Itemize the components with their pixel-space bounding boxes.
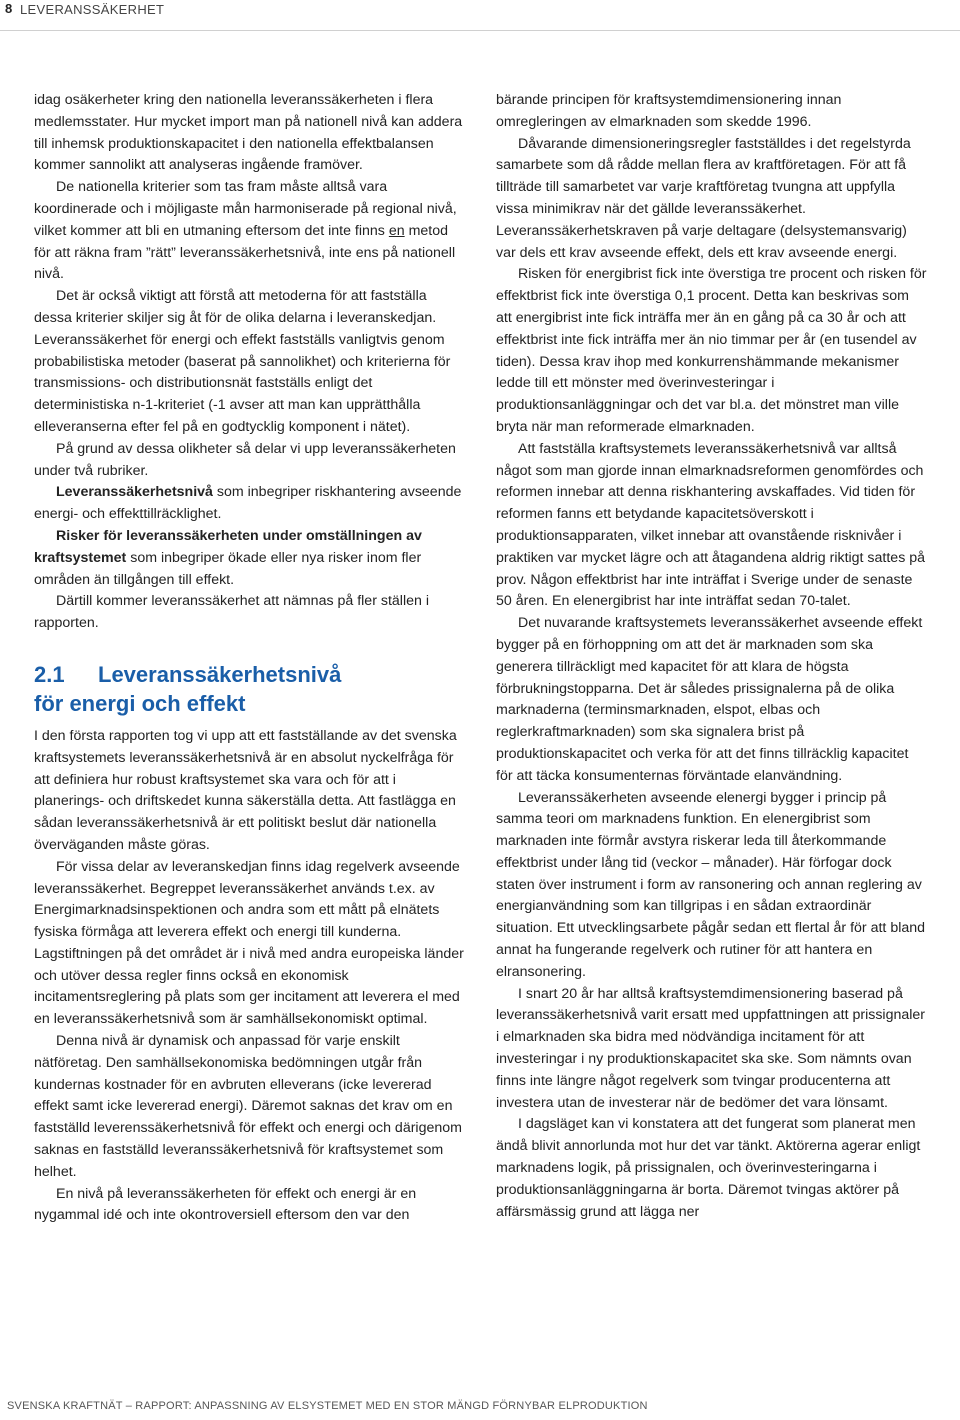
paragraph: Denna nivå är dynamisk och anpassad för varje enskilt nätföretag. Den samhällsekonomiska bedömningen utgår från kundernas kostnader för en avbruten elleverans (icke levererad effekt samt icke levererad energi). Däremot saknas det krav om en fastställd leverenssäkerhetsnivå för effekt och energi och därigenom saknas en fastställd leveranssäkerhetsnivå för kraftsystemet som helhet. bbox=[34, 1033, 462, 1180]
paragraph bbox=[34, 177, 464, 286]
header-rule bbox=[0, 30, 960, 31]
paragraph bbox=[34, 526, 464, 591]
section-title-line1: Leveranssäkerhetsnivå bbox=[98, 661, 342, 687]
paragraph: Att fastställa kraftsystemets leveranssäkerhetsnivå var alltså något som man gjorde innan elmarknadsreformen genomfördes och reformen innebar att denna riskhantering avskaffades. Vid tiden för reformen fanns ett betydande kapacitetsöverskott i produktionsapparaten, vilket innebar att ovanstående risknivåer i praktiken var mycket lägre och att åtagandena aldrig riktigt sattes på prov. Någon effektbrist har inte inträffat i Sverige under de senaste 50 åren. En elenergibrist har inte inträffat sedan 70-talet. bbox=[496, 440, 926, 610]
page-number: 8 bbox=[5, 1, 13, 16]
underlined-text: en bbox=[388, 222, 405, 239]
paragraph: I den första rapporten tog vi upp att ett fastställande av det svenska kraftsystemets leveranssäkerhetsnivå är en absolut nyckelfråga för att definiera hur robust kraftsystemet ska vara och för att i planerings- och driftskedet kunna säkerställa detta. Att fastlägga en sådan leveranssäkerhetsnivå är ett politiskt beslut där nationella överväganden måste göras. bbox=[34, 727, 457, 853]
bold-term: Leveranssäkerhetsnivå bbox=[56, 484, 213, 501]
paragraph: I snart 20 år har alltså kraftsystemdimensionering baserad på leveranssäkerhetsnivå varit ersatt med uppfattningen att prissignaler i elmarknaden ska bidra med nödvändiga incitament för att investeringar i ny produktionskapacitet ska ske. Som nämnts ovan finns inte längre något regelverk som tvingar producenterna att investera utan de investerar när de bedömer det vara lönsamt. bbox=[496, 985, 926, 1111]
section-heading-line bbox=[34, 660, 464, 689]
paragraph: Därtill kommer leveranssäkerhet att nämnas på fler ställen i rapporten. bbox=[34, 593, 429, 632]
paragraph: På grund av dessa olikheter så delar vi upp leveranssäkerheten under två rubriker. bbox=[34, 440, 456, 479]
text-run: De nationella kriterier som tas fram måste alltså vara koordinerade och i möjligaste mån harmoniserade på regional nivå, vilket kommer att bli en utmaning eftersom det inte finns bbox=[34, 179, 457, 239]
bold-term: Risker för leveranssäkerheten under omställningen av kraftsystemet bbox=[34, 527, 422, 566]
page-header bbox=[0, 0, 960, 22]
paragraph: Risken för energibrist fick inte överstiga tre procent och risken för effektbrist fick inte överstiga 0,1 procent. Detta kan beskrivas som att energibrist inte fick inträffa mer än en gång på ca 30 år och att effektbrist inte fick inträffa mer än nio timmar per år (en tusendel av tiden). Dessa krav ihop med konkurrenshämmande mekanismer ledde till ett mönster med överinvesteringar i produktionsanläggningar och det var bl.a. det mönstret man ville bryta när man reformerade elmarknaden. bbox=[496, 266, 927, 435]
paragraph: idag osäkerheter kring den nationella leveranssäkerheten i flera medlemsstater. Hur mycket import man på nationell nivå kan addera till inhemsk produktionskapacitet i den nationella effektbalansen kommer sannolikt att analyseras ingående framöver. bbox=[34, 92, 463, 174]
paragraph: bärande principen för kraftsystemdimensionering innan omregleringen av elmarknaden som skedde 1996. bbox=[496, 92, 842, 130]
paragraph: För vissa delar av leveranskedjan finns idag regelverk avseende leveranssäkerhet. Begreppet leveranssäkerhet används t.ex. av Energimarknadsinspektionen och andra som ett mått på elnätets fysiska förmåga att leverera effekt och energi till kunderna. Lagstiftningen på det området är i nivå med andra europeiska länder och utöver dessa regler finns också en ekonomisk incitamentsreglering på plats som ger incitament att leverera el med en leveranssäkerhetsnivå som är samhällsekonomiskt optimal. bbox=[34, 858, 464, 1028]
section-heading bbox=[34, 660, 464, 718]
paragraph: Det är också viktigt att förstå att metoderna för att fastställa dessa kriterier skiljer sig åt för de olika delarna i leveranskedjan. Leveranssäkerhet för energi och effekt fastställs vanligtvis genom probabilistiska metoder (baserat på sannolikhet) och kriterierna för transmissions- och distributionsnät fastställs enligt det deterministiska n-1-kriteriet (-1 avser att man kan upprätthålla elleveranserna efter fel på en godtycklig komponent i nätet). bbox=[34, 288, 451, 435]
page-footer: SVENSKA KRAFTNÄT – RAPPORT: ANPASSNING AV ELSYSTEMET MED EN STOR MÄNGD FÖRNYBAR ELPRODUKTION bbox=[7, 1400, 648, 1412]
text-run: som inbegriper riskhantering avseende energi- och effekttillräcklighet. bbox=[34, 484, 462, 523]
paragraph bbox=[34, 482, 464, 526]
paragraph: Leveranssäkerheten avseende elenergi bygger i princip på samma teori om marknadens funktion. En elenergibrist som marknaden inte förmår avstyra riskerar leda till återkommande effektbrist under lång tid (veckor – månader). Här förfogar dock staten över instrument i form av ransonering och annan reglering av energianvändning som kan tillgripas i en sådan extraordinär situation. Ett utvecklingsarbete pågår sedan ett flertal år för att bland annat ha fungerande regelverk och rutiner för att hantera en elransonering. bbox=[496, 789, 926, 980]
text-run: som inbegriper ökade eller nya risker inom fler områden än tillgången till effekt. bbox=[34, 549, 422, 588]
section-number: 2.1 bbox=[34, 661, 65, 687]
paragraph: I dagsläget kan vi konstatera att det fungerat som planerat men ändå blivit annorlunda mot hur det var tänkt. Aktörerna agerar enligt marknadens logik, på prissignalen, och överinvesteringarna i produktionsanläggningarna är borta. Däremot tvingas aktörer på affärsmässig grund att lägga ner bbox=[496, 1116, 921, 1220]
paragraph: En nivå på leveranssäkerheten för effekt och energi är en nygammal idé och inte okontroversiell eftersom den var den bbox=[34, 1185, 417, 1224]
paragraph: Dåvarande dimensioneringsregler fastställdes i det regelstyrda samarbete som då rådde mellan flera av kraftföretagen. För att få tillträde till samarbetet var varje kraftföretag tvungna att uppfylla vissa minimikrav när det gällde leveranssäkerhet. Leveranssäkerhetskraven på varje deltagare (delsystemansvarig) var dels ett krav avseende effekt, dels ett krav avseende energi. bbox=[496, 135, 911, 261]
running-title: LEVERANSSÄKERHET bbox=[20, 2, 165, 17]
text-run: metod för att räkna fram ”rätt” leveranssäkerhetsnivå, inte ens på nationell nivå. bbox=[34, 222, 456, 283]
right-column bbox=[496, 90, 928, 1223]
paragraph: Det nuvarande kraftsystemets leveranssäkerhet avseende effekt bygger på en förhoppning om att det är marknaden som ska generera tillräckligt med kapacitet för att klara de högsta förbrukningstopparna. Det är således prissignalerna på de olika marknaderna (terminsmarknaden, elspot, elbas och reglerkraftmarknaden) som ska signalera brist på produktionskapacitet och verka för att det finns tillräcklig kapacitet för att täcka konsumenternas förväntade elanvändning. bbox=[496, 615, 923, 784]
left-column bbox=[34, 90, 464, 1227]
section-title-line2: för energi och effekt bbox=[34, 690, 246, 716]
